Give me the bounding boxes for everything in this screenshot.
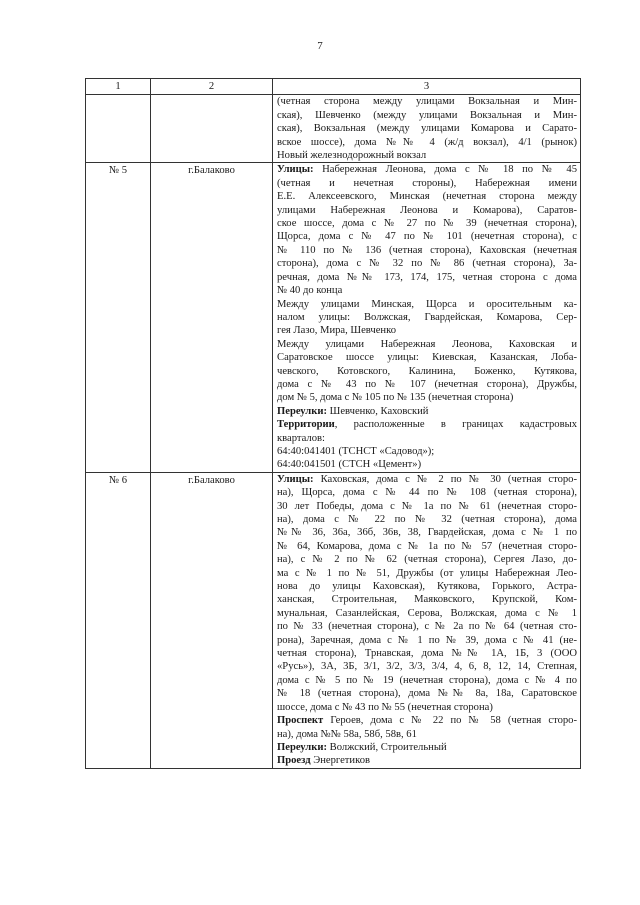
boundary-text-line — [277, 284, 577, 297]
boundary-text-line — [277, 728, 577, 741]
boundary-text: четная сторона), Трнавская, дома №№ 1А, 1Б, 3 (ООО — [277, 648, 577, 660]
boundary-text-line — [277, 109, 577, 122]
boundary-text-line — [277, 445, 577, 458]
boundary-heading: Проспект — [277, 715, 324, 727]
district-city: г.Балаково — [151, 472, 273, 768]
boundary-text-line — [277, 580, 577, 593]
boundary-text: на), дома №№ 58а, 58б, 58в, 61 — [277, 728, 417, 740]
boundary-text-line — [277, 190, 577, 203]
boundary-text-line — [277, 634, 577, 647]
table-row — [86, 95, 581, 163]
boundary-text: , расположенные в границах кадастровых — [334, 419, 577, 431]
boundary-text: на), дома с № 22 по № 32 (четная сторона), дома — [277, 514, 577, 525]
boundary-text-line — [277, 351, 577, 364]
boundary-text-line — [277, 177, 577, 190]
district-boundaries — [273, 472, 581, 768]
boundary-text-line — [277, 217, 577, 230]
boundary-text: № 110 по № 136 (четная сторона), Каховская (нечетная — [277, 244, 577, 256]
boundary-text: по № 33 (нечетная сторона), с № 2а по № 64 (четная сто- — [277, 621, 577, 633]
boundary-text: дома с № 43 по № 107 (нечетная сторона), Дружбы, — [277, 378, 577, 390]
boundary-text: Энергетиков — [310, 755, 370, 767]
page-number: 7 — [317, 40, 323, 52]
district-number — [86, 95, 151, 163]
boundary-text: ское шоссе, дома с № 27 по № 39 (нечетная сторона), — [277, 218, 577, 230]
district-number: № 5 — [86, 163, 151, 472]
boundary-text-line — [277, 607, 577, 620]
boundary-text: Между улицами Минская, Щорса и оросительным ка- — [277, 298, 577, 310]
boundary-text: улицами Набережная Леонова и Комарова), Саратов- — [277, 204, 577, 216]
boundary-heading: Улицы: — [277, 164, 314, 176]
boundary-text: на), с № 2 по № 62 (четная сторона), Сергея Лазо, до- — [277, 554, 577, 566]
boundary-text-line — [277, 513, 577, 526]
boundary-text-line — [277, 754, 577, 767]
district-table — [85, 78, 581, 769]
boundary-text-line — [277, 567, 577, 580]
boundary-text: чевского, Котовского, Калинина, Боженко, Кутякова, — [277, 365, 577, 377]
boundary-text-line — [277, 741, 577, 754]
boundary-text-line — [277, 526, 577, 539]
boundary-text-line — [277, 149, 577, 162]
boundary-text: ханская, Строительная, Маяковского, Крупской, Ком- — [277, 594, 577, 606]
boundary-text: на), Щорса, дома с № 44 по № 108 (четная сторона), — [277, 487, 577, 499]
table-row — [86, 163, 581, 472]
boundary-text: гея Лазо, Мира, Шевченко — [277, 325, 397, 337]
boundary-text: ская), Шевченко (между улицами Вокзальная и Мин- — [277, 109, 577, 121]
boundary-text-line — [277, 257, 577, 270]
boundary-text-line — [277, 163, 577, 176]
boundary-text-line — [277, 540, 577, 553]
boundary-text-line — [277, 244, 577, 257]
boundary-text: № 18 (четная сторона), дома №№ 8а, 18а, Саратовское — [277, 688, 577, 700]
boundary-text: Каховская, дома с № 2 по № 30 (четная сторо- — [313, 473, 577, 485]
boundary-text: Между улицами Набережная Леонова, Каховская и — [277, 338, 577, 350]
boundary-text: ма с № 1 по № 51, Дружбы (от улицы Набережная Лео- — [277, 567, 577, 579]
boundary-text: Щорса, дома с № 47 по № 101 (нечетная сторона), с — [277, 231, 577, 243]
boundary-text: налом улицы: Волжская, Гвардейская, Комарова, Сер- — [277, 311, 577, 323]
boundary-text: Е.Е. Алексеевского, Минская (нечетная сторона между — [277, 191, 577, 203]
boundary-text-line — [277, 701, 577, 714]
boundary-text: Героев, дома с № 22 по № 58 (четная сторо- — [323, 715, 577, 727]
district-city: г.Балаково — [151, 163, 273, 472]
boundary-text-line — [277, 620, 577, 633]
boundary-text-line — [277, 365, 577, 378]
boundary-text-line — [277, 593, 577, 606]
table-header-row — [86, 79, 581, 95]
boundary-text: Волжский, Строительный — [326, 741, 447, 753]
boundary-text: Набережная Леонова, дома с № 18 по № 45 — [313, 164, 577, 176]
boundary-text: кварталов: — [277, 432, 325, 444]
boundary-heading: Проезд — [277, 755, 311, 767]
boundary-heading: Переулки: — [277, 741, 327, 753]
boundary-text-line — [277, 553, 577, 566]
boundary-text-line — [277, 660, 577, 673]
boundary-text: Новый железнодорожный вокзал — [277, 150, 427, 162]
boundary-text-line — [277, 391, 577, 404]
boundary-text-line — [277, 378, 577, 391]
boundary-text: «Русь»), 3А, 3Б, 3/1, 3/2, 3/3, 3/4, 4, 6, 8, 12, 14, Степная, — [277, 661, 577, 673]
boundary-text-line — [277, 338, 577, 351]
boundary-text-line — [277, 500, 577, 513]
boundary-text-line — [277, 204, 577, 217]
header-col-1: 1 — [86, 79, 151, 95]
boundary-text-line — [277, 271, 577, 284]
boundary-text: сторона), дома с № 32 по № 86 (четная сторона), За- — [277, 258, 577, 270]
boundary-text-line — [277, 486, 577, 499]
boundary-text: дома с № 5 по № 19 (нечетная сторона), дома с № 4 по — [277, 674, 577, 686]
header-col-2: 2 — [151, 79, 273, 95]
boundary-text-line — [277, 298, 577, 311]
boundary-text: нова до улицы Каховская), Кутякова, Горького, Астра- — [277, 581, 577, 593]
district-city — [151, 95, 273, 163]
boundary-text: №№ 36, 36а, 36б, 36в, 38, Гвардейская, дома с № 1 по — [277, 527, 577, 539]
boundary-text: № 64, Комарова, дома с № 1а по № 57 (нечетная сторо- — [277, 540, 577, 552]
boundary-text: шоссе, дома с № 43 по № 55 (нечетная сторона) — [277, 701, 493, 713]
district-boundaries — [273, 95, 581, 163]
boundary-text: дом № 5, дома с № 105 по № 135 (нечетная сторона) — [277, 392, 514, 404]
boundary-text-line — [277, 324, 577, 337]
boundary-text: вское шоссе), дома №№ 4 (ж/д вокзал), 4/1 (рынок) — [277, 136, 577, 148]
boundary-text-line — [277, 458, 577, 471]
boundary-text: речная, дома №№ 173, 174, 175, четная сторона с дома — [277, 271, 577, 283]
boundary-text-line — [277, 714, 577, 727]
boundary-text-line — [277, 136, 577, 149]
boundary-text-line — [277, 405, 577, 418]
boundary-text-line — [277, 674, 577, 687]
boundary-heading: Переулки: — [277, 405, 327, 417]
boundary-text: 64:40:041501 (СТСН «Цемент») — [277, 459, 422, 471]
boundary-text: ская), Вокзальная (между улицами Комарова и Сарато- — [277, 123, 577, 135]
boundary-text: рона), Заречная, дома с № 1 по № 39, дома с № 41 (не- — [277, 634, 577, 646]
header-col-3: 3 — [273, 79, 581, 95]
boundary-text-line — [277, 230, 577, 243]
boundary-text: (четная и нечетная стороны), Набережная имени — [277, 177, 577, 189]
boundary-text: Шевченко, Каховский — [326, 405, 429, 417]
boundary-text-line — [277, 418, 577, 431]
boundary-text: 30 лет Победы, дома с № 1а по № 61 (нечетная сторо- — [277, 500, 577, 512]
district-boundaries — [273, 163, 581, 472]
boundary-text: Саратовское шоссе улицы: Киевская, Казанская, Лоба- — [277, 352, 577, 364]
boundary-text-line — [277, 647, 577, 660]
boundary-text-line — [277, 122, 577, 135]
boundary-text-line — [277, 687, 577, 700]
boundary-text-line — [277, 311, 577, 324]
boundary-text: (четная сторона между улицами Вокзальная и Мин- — [277, 96, 577, 108]
boundary-text-line — [277, 473, 577, 486]
boundary-heading: Улицы: — [277, 473, 314, 485]
boundary-text: 64:40:041401 (ТСНСТ «Садовод»); — [277, 445, 435, 457]
boundary-text-line — [277, 95, 577, 108]
boundary-text: № 40 до конца — [277, 285, 343, 297]
boundary-text: мунальная, Сазанлейская, Серова, Волжская, дома с № 1 — [277, 607, 577, 619]
boundary-heading: Территории — [277, 419, 335, 431]
table-body — [86, 95, 581, 768]
district-number: № 6 — [86, 472, 151, 768]
boundary-text-line — [277, 432, 577, 445]
table-row — [86, 472, 581, 768]
